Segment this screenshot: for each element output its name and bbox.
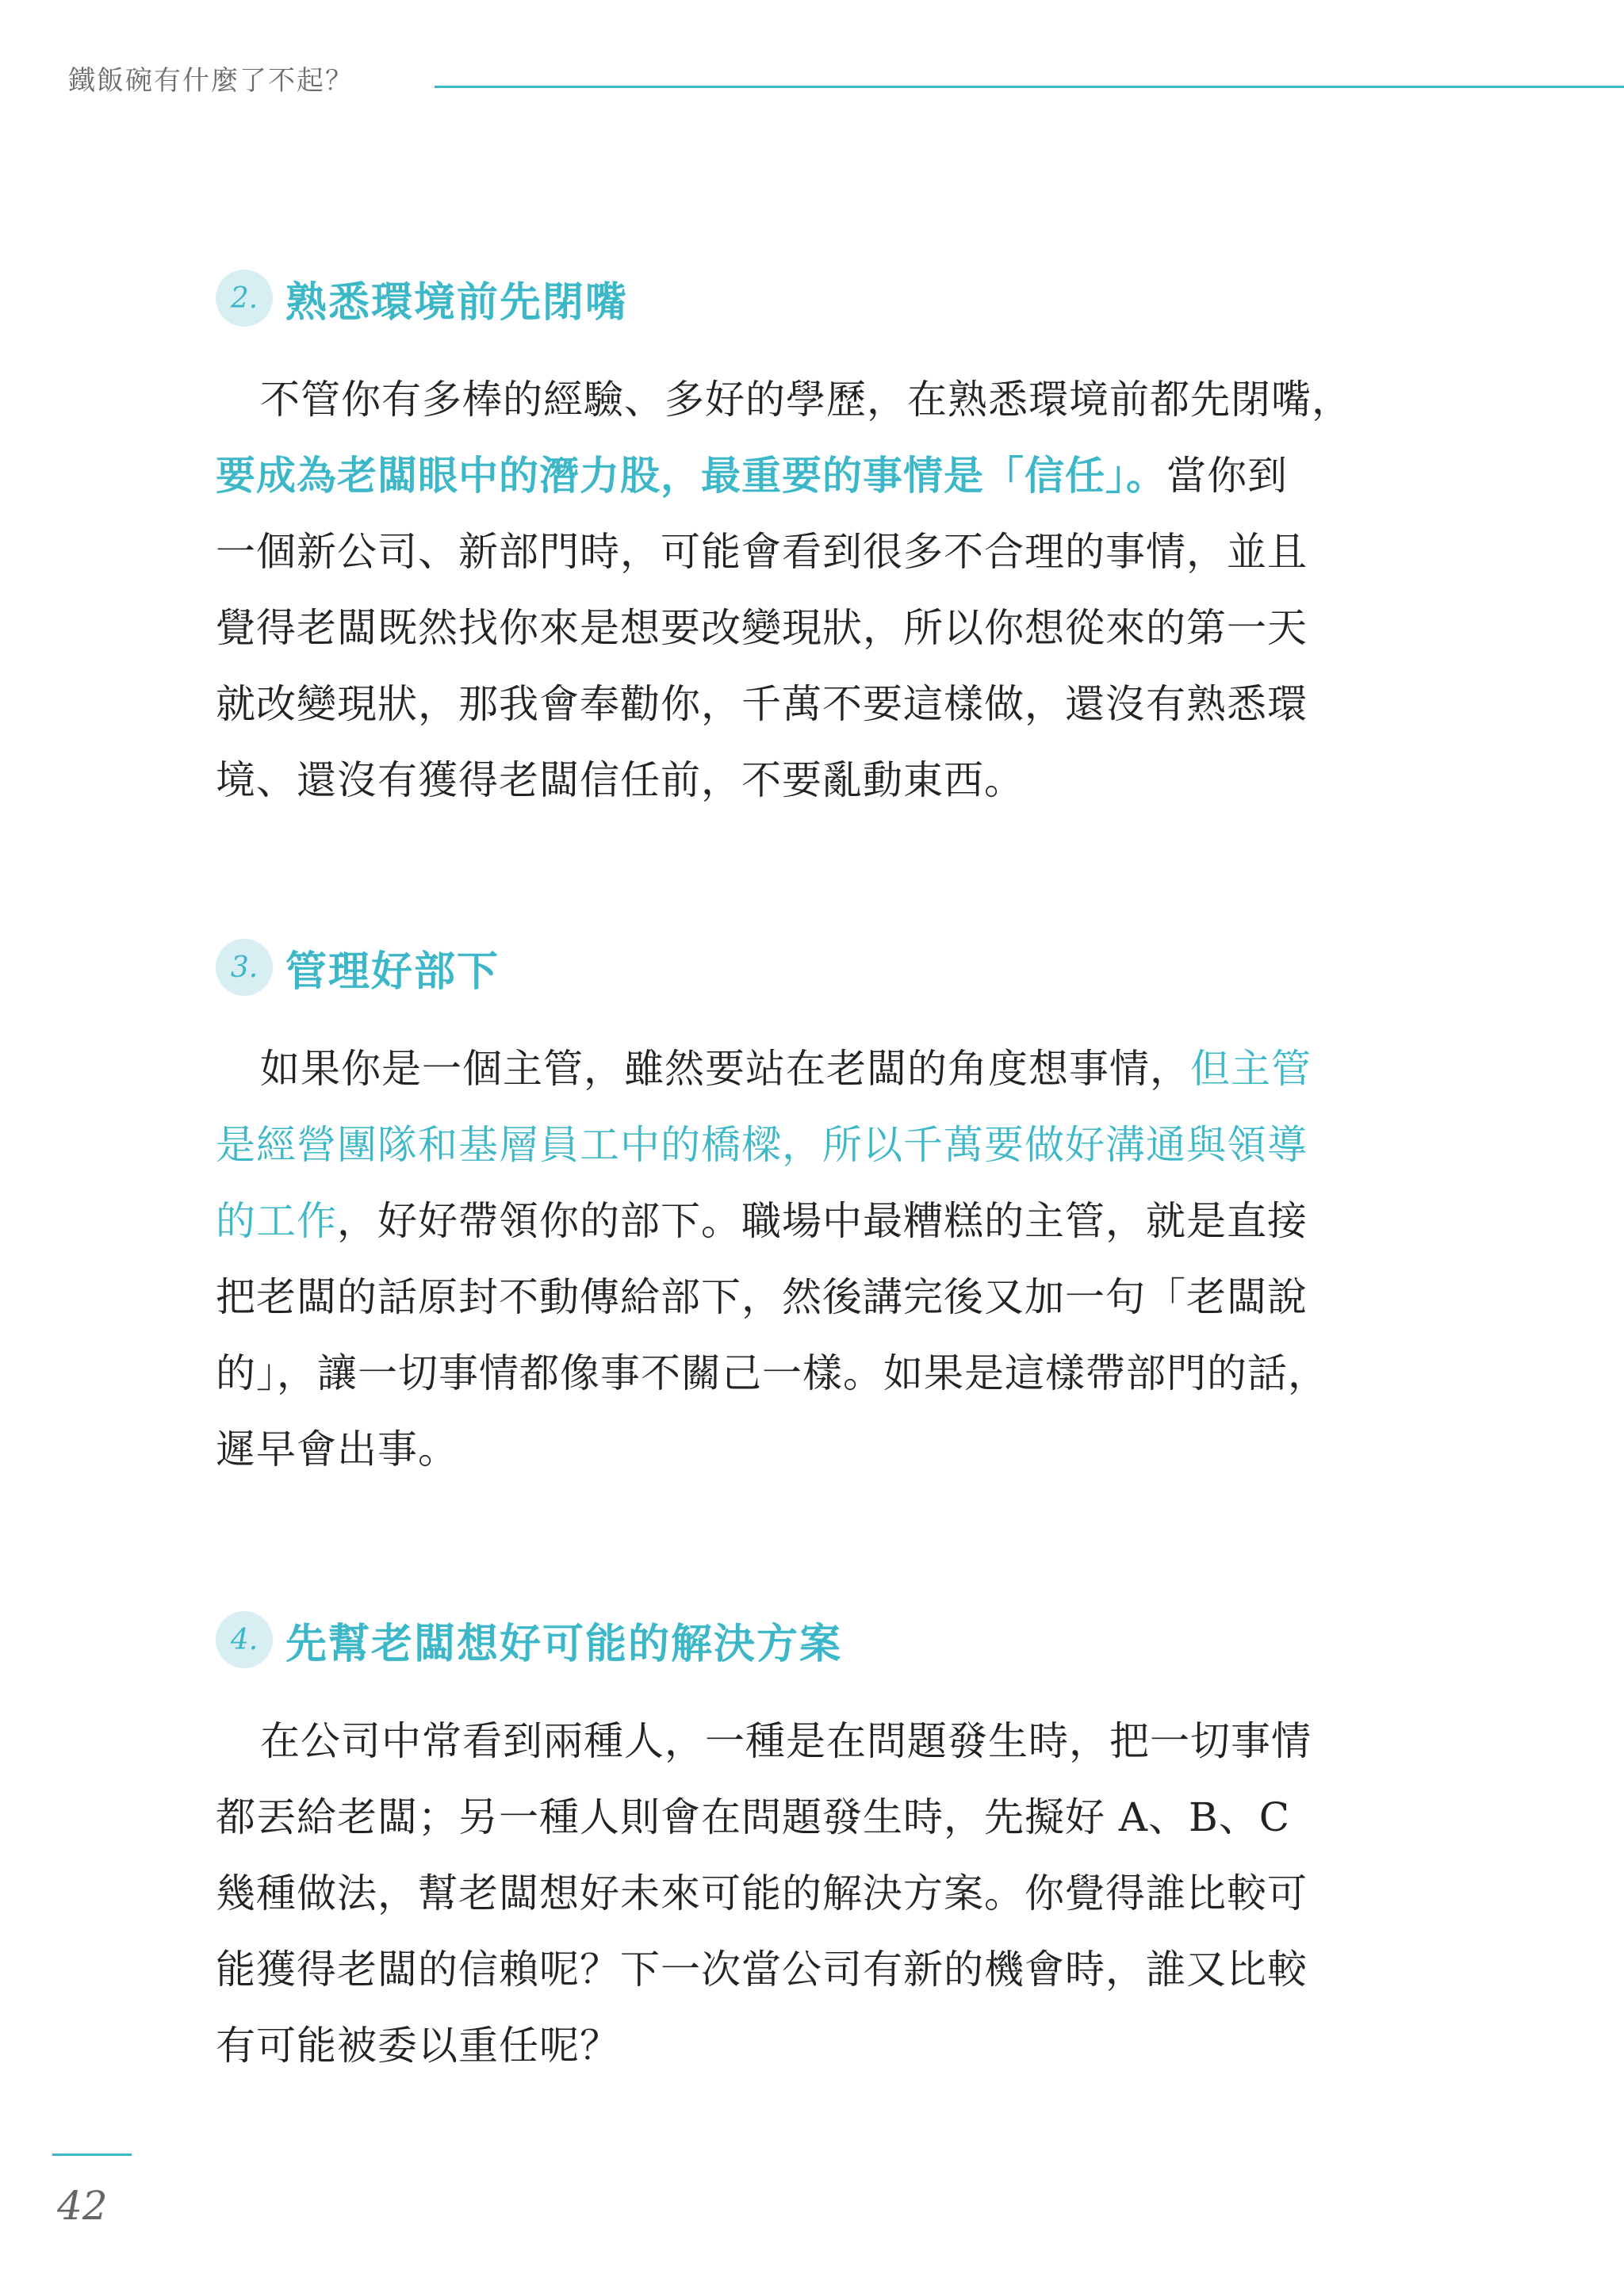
section-title	[216, 266, 1389, 330]
body-text: 境、還沒有獲得老闆信任前，不要亂動東西。	[216, 757, 1025, 803]
text-line	[216, 438, 1389, 514]
text-line	[216, 1931, 1389, 2008]
body-text: 一個新公司、新部門時，可能會看到很多不合理的事情，並且	[216, 529, 1308, 575]
body-text: 能獲得老闆的信賴呢？下一次當公司有新的機會時，誰又比較	[216, 1947, 1308, 1993]
text-line	[216, 514, 1389, 590]
section-2	[216, 266, 1389, 818]
section-heading: 先幫老闆想好可能的解決方案	[285, 1620, 843, 1668]
text-line	[216, 1107, 1389, 1183]
text-line	[216, 1259, 1389, 1335]
section-body	[216, 1031, 1389, 1487]
section-heading: 熟悉環境前先閉嘴	[285, 278, 629, 327]
body-text: 當你到	[1166, 453, 1288, 499]
body-text: 把老闆的話原封不動傳給部下，然後講完後又加一句「老闆說	[216, 1274, 1308, 1320]
body-text: 有可能被委以重任呢？	[216, 2023, 620, 2069]
body-text: 如果你是一個主管，雖然要站在老闆的角度想事情，	[260, 1046, 1190, 1092]
body-text: 的」，讓一切事情都像事不關己一樣。如果是這樣帶部門的話，	[216, 1350, 1328, 1396]
body-text: 遲早會出事。	[216, 1426, 458, 1472]
header-rule	[435, 86, 1624, 88]
body-text: ，好好帶領你的部下。職場中最糟糕的主管，就是直接	[337, 1198, 1308, 1244]
section-body	[216, 1703, 1389, 2084]
section-title	[216, 1608, 1389, 1671]
body-text: 不管你有多棒的經驗、多好的學歷，在熟悉環境前都先閉嘴，	[260, 377, 1352, 423]
body-text: 都丟給老闆；另一種人則會在問題發生時，先擬好 A、B、C	[216, 1794, 1291, 1840]
section-3	[216, 936, 1389, 1487]
highlighted-text: 要成為老闆眼中的潛力股，最重要的事情是「信任」。	[216, 453, 1166, 499]
section-number-badge: 4.	[216, 1611, 273, 1668]
text-line	[216, 1703, 1389, 1779]
text-line	[216, 1779, 1389, 1855]
footer-rule	[52, 2153, 132, 2156]
text-line	[216, 2008, 1389, 2084]
text-line	[216, 1031, 1389, 1107]
text-line	[216, 1411, 1389, 1487]
section-title	[216, 936, 1389, 999]
text-line	[216, 1183, 1389, 1259]
section-number-badge: 2.	[216, 270, 273, 327]
section-body	[216, 362, 1389, 818]
text-line	[216, 590, 1389, 666]
text-line	[216, 1855, 1389, 1931]
running-head: 鐵飯碗有什麼了不起？	[68, 65, 354, 97]
page-number: 42	[57, 2183, 108, 2229]
body-text: 幾種做法，幫老闆想好未來可能的解決方案。你覺得誰比較可	[216, 1870, 1308, 1916]
highlighted-text: 是經營團隊和基層員工中的橋樑，所以千萬要做好溝通與領導	[216, 1122, 1308, 1168]
text-line	[216, 1335, 1389, 1411]
text-line	[216, 362, 1389, 438]
body-text: 在公司中常看到兩種人，一種是在問題發生時，把一切事情	[260, 1718, 1312, 1764]
section-heading: 管理好部下	[285, 948, 500, 996]
highlighted-text: 的工作	[216, 1198, 337, 1244]
body-text: 就改變現狀，那我會奉勸你，千萬不要這樣做，還沒有熟悉環	[216, 681, 1308, 727]
highlighted-text: 但主管	[1190, 1046, 1312, 1092]
text-line	[216, 666, 1389, 742]
section-number-badge: 3.	[216, 939, 273, 996]
section-4	[216, 1608, 1389, 2084]
body-text: 覺得老闆既然找你來是想要改變現狀，所以你想從來的第一天	[216, 605, 1308, 651]
text-line	[216, 742, 1389, 818]
